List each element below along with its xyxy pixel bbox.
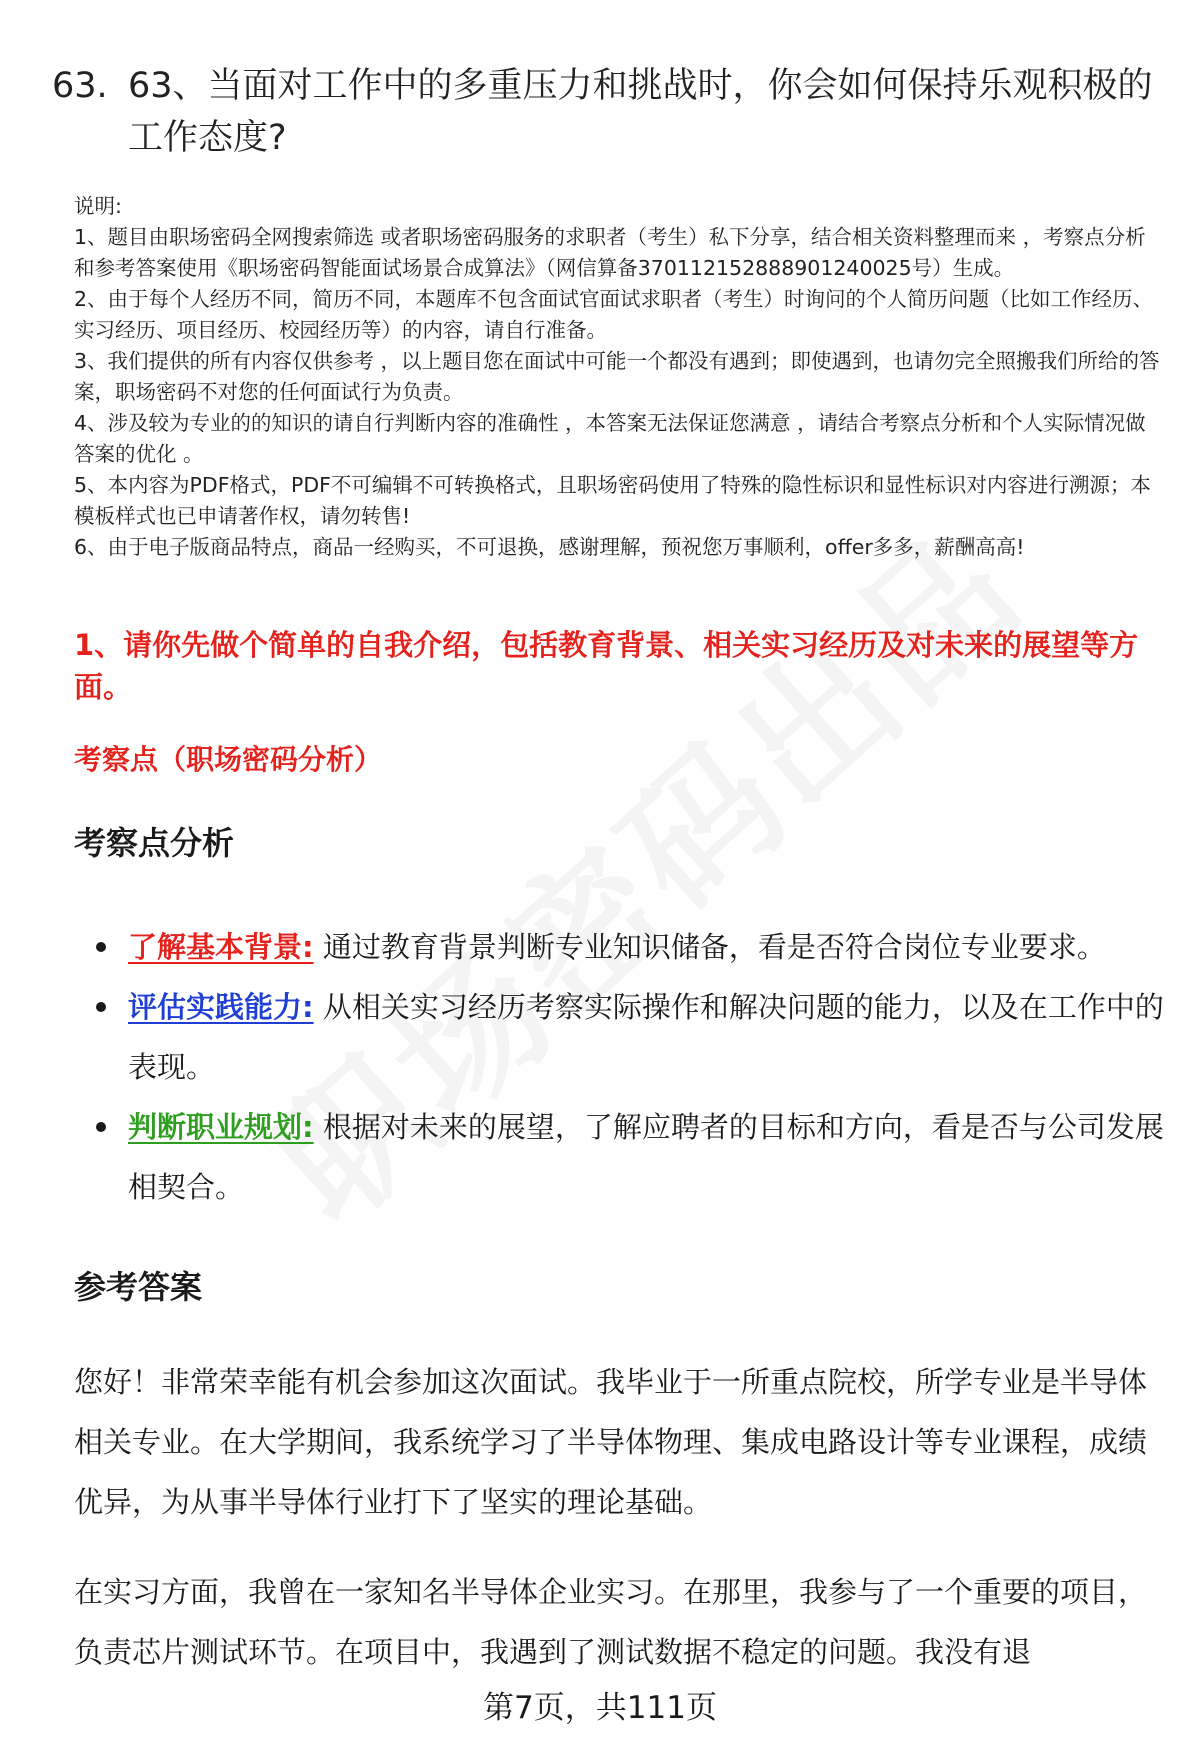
analysis-list <box>96 917 1166 1217</box>
bullet-text: 从相关实习经历考察实际操作和解决问题的能力，以及在工作中的表现。 <box>128 990 1164 1084</box>
notes-heading: 说明: <box>74 194 122 218</box>
bullet-label: 判断职业规划: <box>128 1110 314 1144</box>
analysis-heading: 考察点分析 <box>74 824 235 862</box>
bullet-label: 了解基本背景: <box>128 930 314 964</box>
page-footer: 第7页，共111页 <box>483 1690 717 1726</box>
notes-item: 1、题目由职场密码全网搜索筛选 或者职场密码服务的求职者（考生）私下分享，结合相关资料整理而来 ，考察点分析和参考答案使用《职场密码智能面试场景合成算法》（网信算备370112152888901240025号）生成。 <box>74 225 1146 280</box>
bullet-text: 根据对未来的展望，了解应聘者的目标和方向，看是否与公司发展相契合。 <box>128 1110 1164 1204</box>
notes-item: 5、本内容为PDF格式，PDF不可编辑不可转换格式，且职场密码使用了特殊的隐性标识和显性标识对内容进行溯源；本模板样式也已申请著作权，请勿转售! <box>74 473 1151 528</box>
list-item <box>96 1097 1166 1217</box>
notes-item: 4、涉及较为专业的的知识的请自行判断内容的准确性 ，本答案无法保证您满意 ，请结合考察点分析和个人实际情况做答案的优化 。 <box>74 411 1146 466</box>
answer-paragraph: 您好！非常荣幸能有机会参加这次面试。我毕业于一所重点院校，所学专业是半导体相关专业。在大学期间，我系统学习了半导体物理、集成电路设计等专业课程，成绩优异，为从事半导体行业打下了坚实的理论基础。 <box>74 1365 1148 1519</box>
bullet-dot-icon <box>96 1002 106 1012</box>
question-title-text: 63、当面对工作中的多重压力和挑战时，你会如何保持乐观积极的工作态度? <box>128 66 1153 158</box>
bullet-dot-icon <box>96 1122 106 1132</box>
notes-item: 2、由于每个人经历不同，简历不同，本题库不包含面试官面试求职者（考生）时询问的个人简历问题（比如工作经历、实习经历、项目经历、校园经历等）的内容，请自行准备。 <box>74 287 1154 342</box>
notes-item: 6、由于电子版商品特点，商品一经购买，不可退换，感谢理解，预祝您万事顺利，offer多多，薪酬高高! <box>74 535 1025 559</box>
list-item <box>96 917 1166 977</box>
notes-block <box>74 191 1164 563</box>
sub-question-title: 1、请你先做个简单的自我介绍，包括教育背景、相关实习经历及对未来的展望等方面。 <box>74 628 1139 704</box>
answer-paragraph: 在实习方面，我曾在一家知名半导体企业实习。在那里，我参与了一个重要的项目，负责芯片测试环节。在项目中，我遇到了测试数据不稳定的问题。我没有退 <box>74 1575 1148 1669</box>
bullet-text: 通过教育背景判断专业知识储备，看是否符合岗位专业要求。 <box>322 930 1106 964</box>
reference-heading: 参考答案 <box>74 1268 203 1306</box>
notes-item: 3、我们提供的所有内容仅供参考 ，以上题目您在面试中可能一个都没有遇到；即使遇到，也请勿完全照搬我们所给的答案，职场密码不对您的任何面试行为负责。 <box>74 349 1160 404</box>
bullet-dot-icon <box>96 942 106 952</box>
list-item <box>96 977 1166 1097</box>
question-title <box>52 60 1162 164</box>
kaochadian-label: 考察点（职场密码分析） <box>74 743 383 776</box>
bullet-label: 评估实践能力: <box>128 990 314 1024</box>
question-number: 63. <box>52 66 108 106</box>
